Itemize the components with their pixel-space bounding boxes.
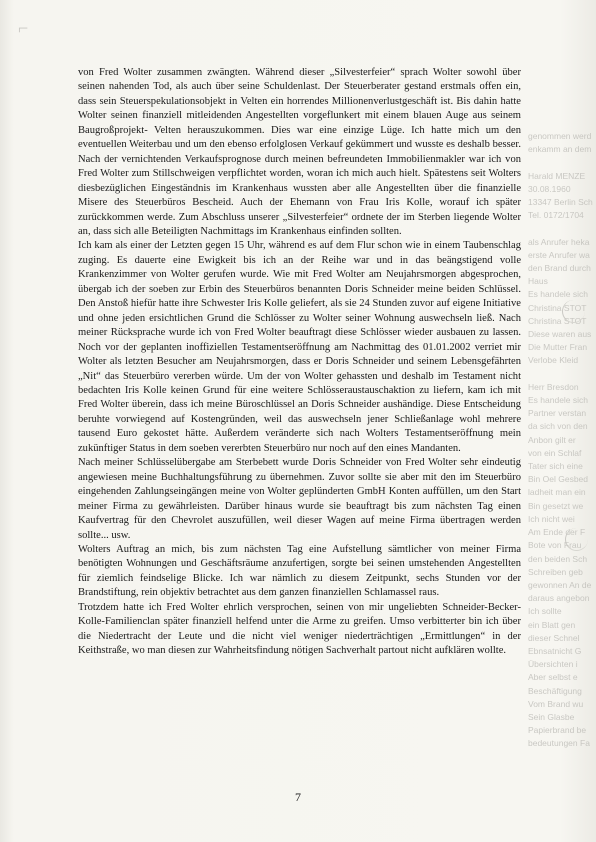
paragraph: Nach meiner Schlüsselübergabe am Sterbebett wurde Doris Schneider von Fred Wolter sehr eindeutig angewiesen meine Buchhaltungsführung zu übernehmen. Zuvor sollte sie aber mit den im Steuerbüro eingehenden Zahlungseingängen meine von Wolter geplünderten GmbH Konten auffüllen, um den Start meiner Firma zu gewährleisten. Darüber hinaus wurde sie beauftragt bis zum nächsten Tag einen Kaufvertrag für den Chevrolet auszufüllen, weil dieser Wagen auf meine Firma übertragen werden sollte... usw. [78,457,521,541]
punch-hole-mark [565,528,588,551]
bleed-through-text: genommen werd enkamm an dem Harald MENZE 30.08.1960 13347 Berlin Sch Tel. 0172/1704 als Anrufer heka erste Anrufer wa den Brand durch Haus Es handele sich Christina STOT Christina STOT Diese waren aus Die Mutter Fran Verlobe Kleid Herr Bresdon Es handele sich Partner verstan da sich von den Anbon gilt er von ein Schlaf Tater sich eine Bin Oel Gesbed ladheit man ein Bin gesetzt we Ich nicht wei Am Ende der F Bote von Frau den beiden Sch Schreiben geb gewonnen An de daraus angebon Ich sollte ein Blatt gen dieser Schnel Ebnsatnicht G Übersichten i Aber selbst e Beschäftigung Vom Brand wu Sein Glasbe Papierbrand be bedeutungen Fa [528,131,593,749]
scan-mark: ⌐ [18,18,29,38]
punch-hole-mark [562,300,585,323]
page-number: 7 [295,790,301,804]
paragraph: Wolters Auftrag an mich, bis zum nächsten Tag eine Aufstellung sämtlicher von meiner Firma benötigten Wohnungen und Geschäftsräume anzufertigen, sorgte bei seinen umstehenden Angestellten für ziemlich feindselige Blicke. Ich war nämlich zu diesem Zeitpunkt, sechs Stunden vor der Brandstiftung, rein objektiv betrachtet aus dem ganzen finanziellen Schlamassel raus. [78,543,521,599]
paragraph: von Fred Wolter zusammen zwängten. Während dieser „Silvesterfeier“ sprach Wolter sowohl über seinen nahenden Tod, als auch über seine Schuldenlast. Der Steuerberater gestand erstmals offen ein, dass sein Steuerspekulationsobjekt in Velten ein horrendes Millionenverlustgeschäft ist. Bis dahin hatte Wolter seinen finanziell mitleidenden Angestellten vorgeflunkert mit einem blauen Auge aus seinem Baugroßprojekt- Velten herauszukommen. Dies war eine einzige Lüge. Ich hatte mich um den eventuellen Weiterbau und um den ebenso erfolglosen Verkauf gekümmert und wusste es deshalb besser. Nach der vernichtenden Verkaufsprognose durch meinen befreundeten Immobilienmakler war ich von Fred Wolter zum Stillschweigen verpflichtet worden, woran ich mich auch hielt. Spätestens seit Wolters diesbezüglichen Eingeständnis im Krankenhaus wussten aber alle Angestellten über die finanzielle Misere des Steuerbüros Bescheid. Auch der Ehemann von Frau Iris Kolle, worauf ich später zurückkommen werde. Zum Abschluss unserer „Silvesterfeier“ ordnete der im Sterben liegende Wolter an, dass sich alle Beteiligten Nachmittags im Krankenhaus einfinden sollten. [78,67,521,237]
body-text [78,66,521,659]
paragraph: Trotzdem hatte ich Fred Wolter ehrlich versprochen, seinen von mir ungeliebten Schneider-Becker-Kolle-Familienclan später finanziell helfend unter die Arme zu greifen. Umso verbitterter bin ich über die Niedertracht der Leute und die nicht viel weniger niederträchtigen „Ermittlungen“ in der Keithstraße, wo man diesen zur Wahrheitsfindung nötigen Sachverhalt partout nicht aufklären wollte. [78,601,521,657]
paragraph: Ich kam als einer der Letzten gegen 15 Uhr, während es auf dem Flur schon wie in einem Taubenschlag zuging. Es dauerte eine Ewigkeit bis ich an der Reihe war und in das beängstigend volle Krankenzimmer von Wolter gerufen wurde. Wie mit Fred Wolter am Neujahrsmorgen abgesprochen, übergab ich der soeben zur Erbin des Steuerbüros benannten Doris Schneider meine beiden Schlüssel. Den Anstoß hiefür hatte ihre Schwester Iris Kolle geliefert, als sie 24 Stunden zuvor auf eigene Initiative und ohne jeden ersichtlichen Grund die Schlösser zu Wolter seiner Wohnung auswechseln ließ. Nach meiner Rücksprache wurde ich von Fred Wolter beauftragt diese Schlösser wieder ausbauen zu lassen. Noch vor der geplanten inoffiziellen Testamentseröffnung am Nachmittag des 01.01.2002 verriet mir Wolter als letzten Besucher am Neujahrsmorgen, dass er Doris Schneider und seinem Lebensgefährten „Nit“ das Steuerbüro vererben würde. Um der von Wolter gehassten und deshalb im Testament nicht bedachten Iris Kolle keinen Grund für eine weitere Schlösseraustauschaktion zu liefern, kam ich mit Fred Wolter überein, dass ich meine Büroschlüssel an Doris Schneider aushändige. Diese Entscheidung beruhte vorwiegend auf Kostengründen, weil das auswechseln jener Schließanlage wohl mehrere tausend Euro gekostet hätte. Außerdem veränderte sich nach Wolters Testamentseröffnung mein zukünftiger Status in dem soeben vererbten Steuerbüro nur noch auf den eines Mandanten. [78,240,521,454]
